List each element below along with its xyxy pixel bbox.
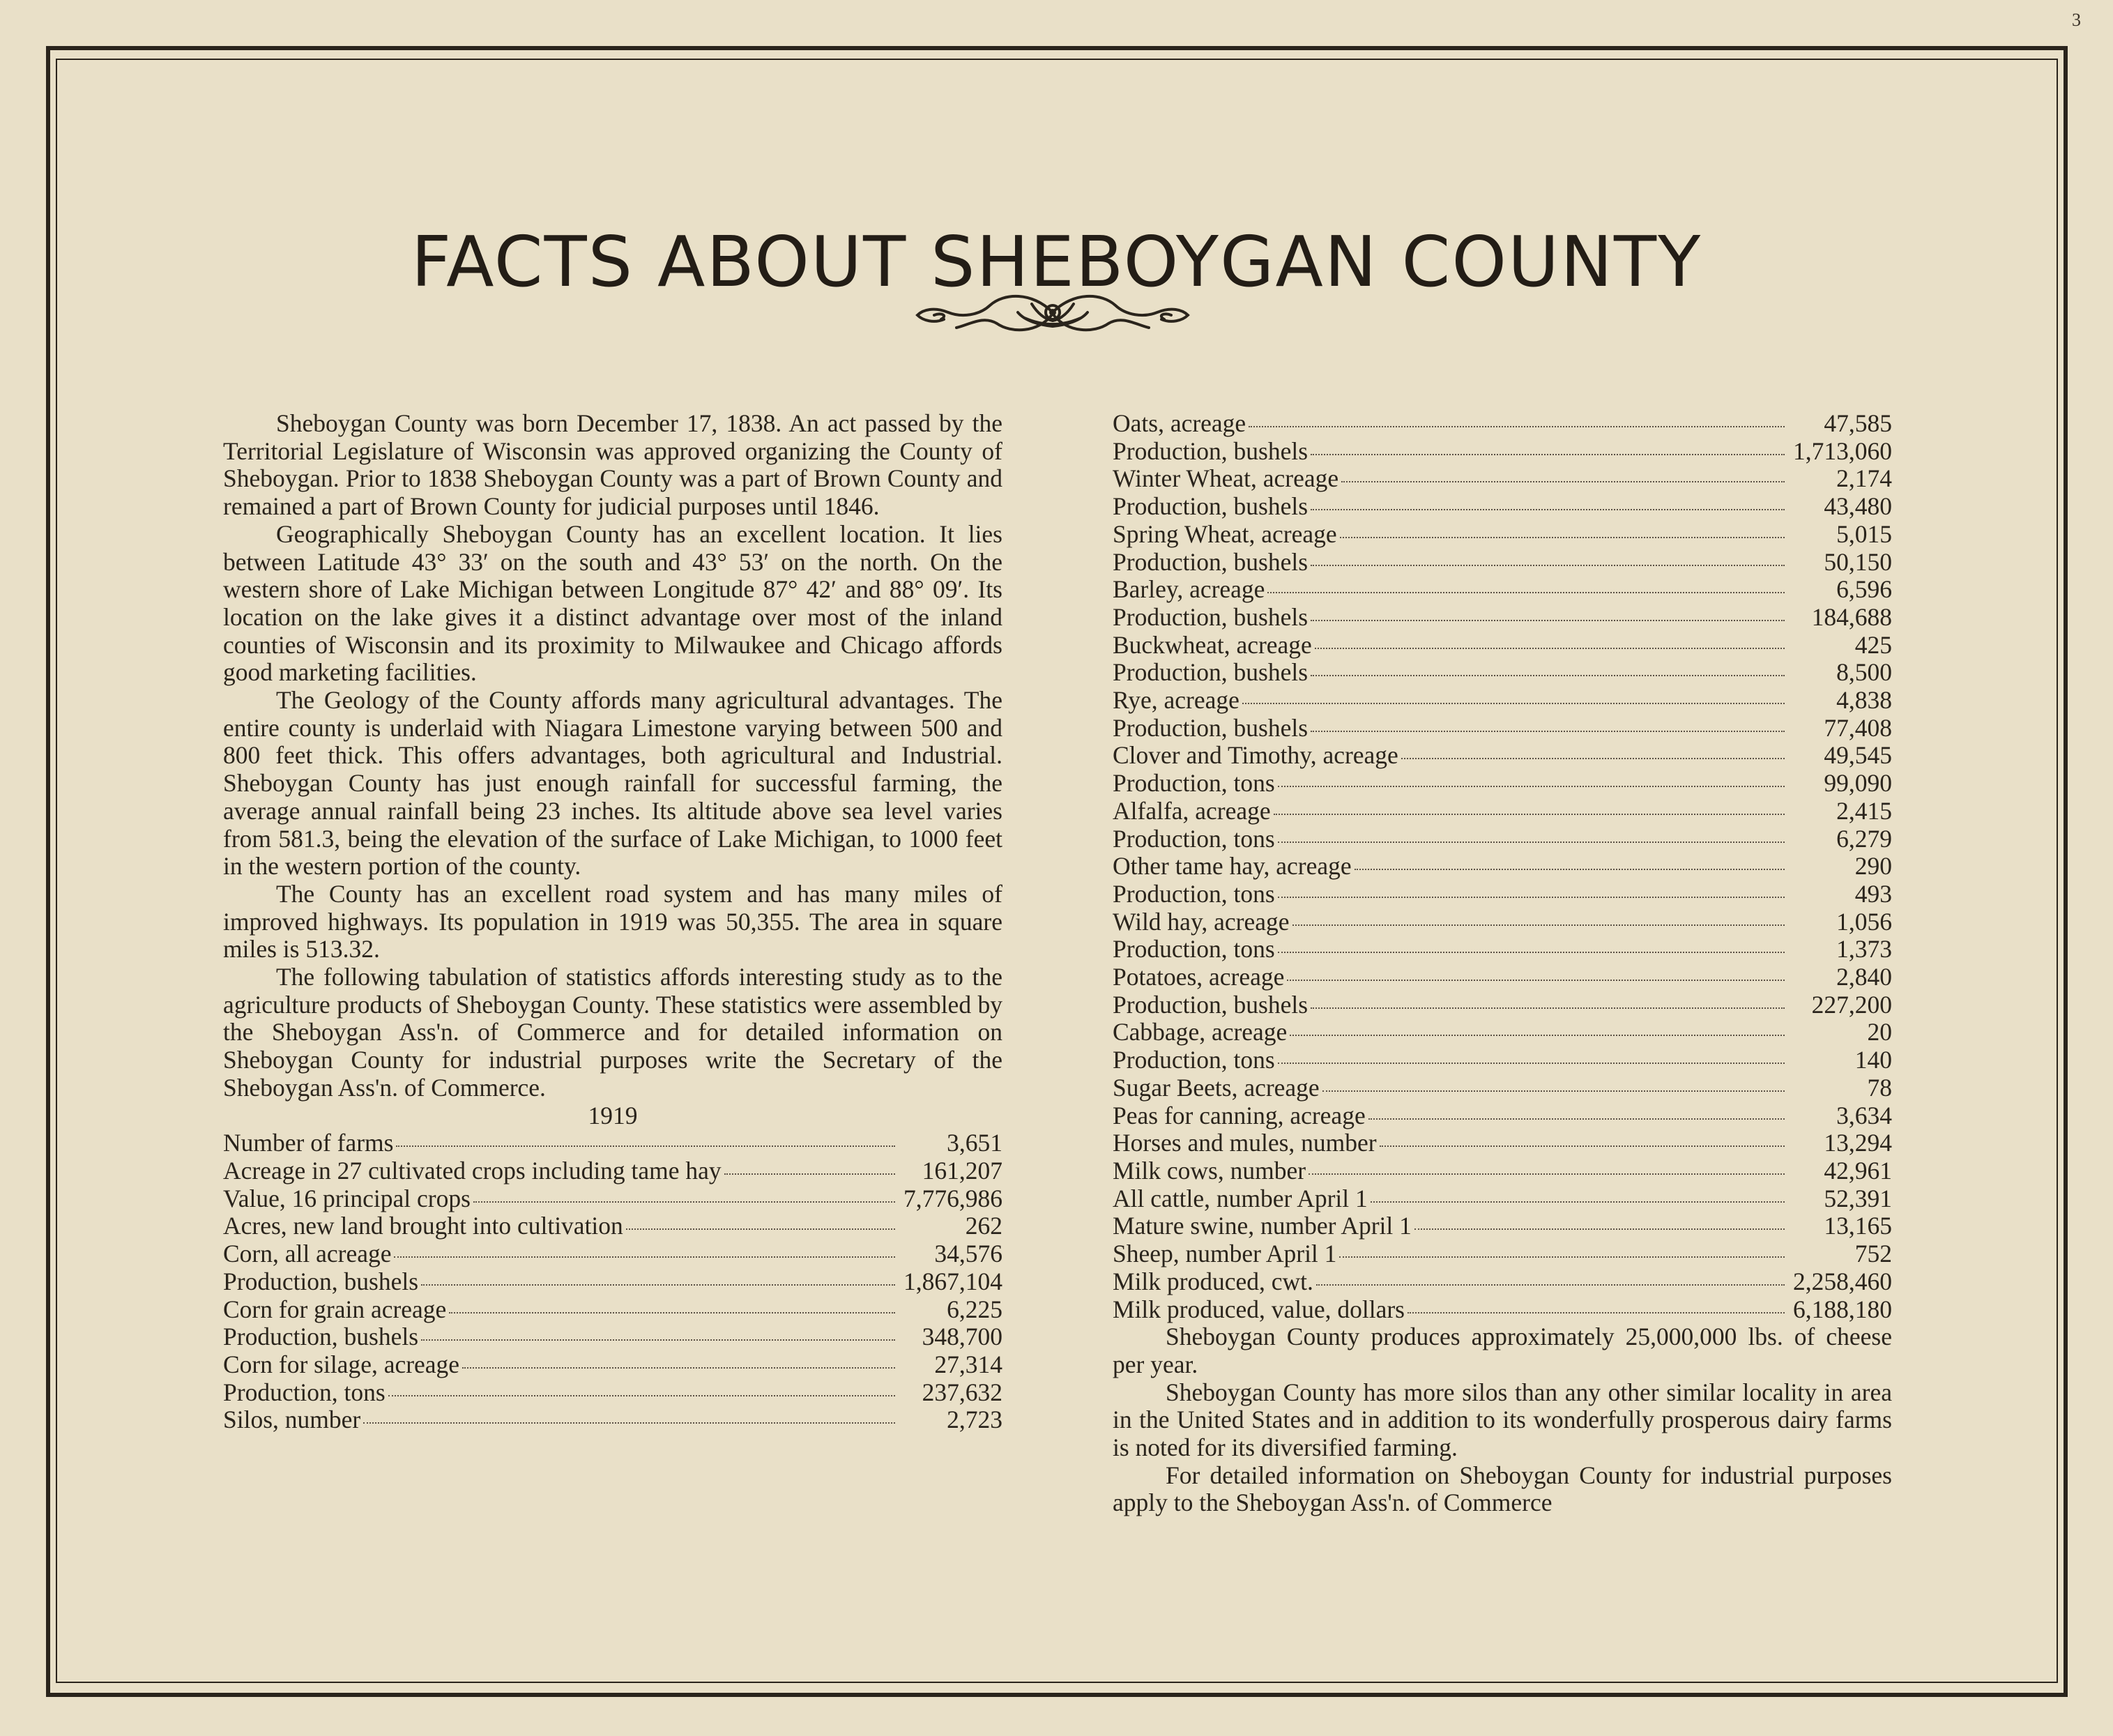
dotted-leader bbox=[1311, 1007, 1785, 1009]
stat-row bbox=[1113, 991, 1892, 1019]
stat-value: 1,373 bbox=[1836, 935, 1892, 964]
stat-row bbox=[1113, 1046, 1892, 1074]
stat-row bbox=[1113, 1102, 1892, 1130]
stat-row bbox=[1113, 908, 1892, 936]
stat-label: Production, bushels bbox=[1113, 658, 1309, 687]
dotted-leader bbox=[1311, 620, 1785, 621]
dotted-leader bbox=[1278, 1063, 1785, 1064]
stat-value: 5,015 bbox=[1836, 519, 1892, 548]
stat-label: Production, tons bbox=[1113, 879, 1275, 908]
stat-value: 52,391 bbox=[1824, 1184, 1892, 1212]
stat-value: 8,500 bbox=[1836, 658, 1892, 687]
stat-label: Milk cows, number bbox=[1113, 1156, 1306, 1185]
stat-label: Horses and mules, number bbox=[1113, 1129, 1377, 1157]
stat-row bbox=[223, 1157, 1002, 1185]
stat-row bbox=[223, 1379, 1002, 1407]
stat-row bbox=[1113, 549, 1892, 577]
stat-row bbox=[1113, 1129, 1892, 1157]
stat-value: 13,294 bbox=[1824, 1129, 1892, 1157]
stat-row bbox=[1113, 798, 1892, 825]
dotted-leader bbox=[1309, 1173, 1785, 1175]
stat-label: Alfalfa, acreage bbox=[1113, 796, 1271, 825]
stat-value: 99,090 bbox=[1824, 769, 1892, 798]
dotted-leader bbox=[388, 1395, 895, 1396]
stat-value: 6,279 bbox=[1836, 824, 1892, 853]
dotted-leader bbox=[626, 1228, 895, 1230]
stat-label: Production, tons bbox=[1113, 824, 1275, 853]
stat-row bbox=[1113, 1296, 1892, 1324]
dotted-leader bbox=[1311, 731, 1785, 732]
dotted-leader bbox=[421, 1284, 895, 1286]
dotted-leader bbox=[1292, 924, 1785, 926]
stat-label: Number of farms bbox=[223, 1129, 394, 1157]
dotted-leader bbox=[394, 1256, 895, 1258]
page-title: FACTS ABOUT SHEBOYGAN COUNTY bbox=[411, 221, 1702, 303]
stat-label: Corn for silage, acreage bbox=[223, 1350, 460, 1378]
stat-value: 34,576 bbox=[934, 1240, 1002, 1268]
stat-label: All cattle, number April 1 bbox=[1113, 1184, 1368, 1212]
dotted-leader bbox=[1315, 648, 1785, 649]
left-column bbox=[223, 410, 1002, 1434]
stat-label: Clover and Timothy, acreage bbox=[1113, 741, 1398, 770]
stats-year-heading: 1919 bbox=[588, 1101, 638, 1129]
stat-label: Production, tons bbox=[1113, 1046, 1275, 1074]
stat-label: Sugar Beets, acreage bbox=[1113, 1073, 1320, 1102]
stat-label: Silos, number bbox=[223, 1406, 361, 1434]
dotted-leader bbox=[1316, 1284, 1785, 1286]
stat-value: 4,838 bbox=[1836, 686, 1892, 715]
dotted-leader bbox=[1311, 565, 1785, 566]
intro-paragraph: The Geology of the County affords many agricultural advantages. The entire county is underlaid with Niagara Limestone varying between 500 and 800 feet thick. This offers advantages, both agricultural and Industrial. Sheboygan County has just enough rainfall for successful farming, the average annual rainfall being 23 inches. Its altitude above sea level varies from 581.3, being the elevation of the surface of Lake Michigan, to 1000 feet in the western portion of the county. bbox=[223, 686, 1002, 881]
dotted-leader bbox=[1311, 454, 1785, 455]
stat-row bbox=[1113, 715, 1892, 743]
stat-row bbox=[1113, 576, 1892, 604]
stat-row bbox=[223, 1129, 1002, 1157]
stat-label: Corn, all acreage bbox=[223, 1240, 392, 1268]
dotted-leader bbox=[1278, 952, 1785, 953]
dotted-leader bbox=[1380, 1145, 1785, 1147]
stat-label: Buckwheat, acreage bbox=[1113, 630, 1312, 659]
stat-value: 6,596 bbox=[1836, 575, 1892, 604]
stat-label: Production, bushels bbox=[1113, 492, 1309, 521]
dotted-leader bbox=[1341, 481, 1785, 482]
stat-value: 2,723 bbox=[947, 1406, 1002, 1434]
stat-value: 2,258,460 bbox=[1793, 1267, 1892, 1295]
stat-value: 77,408 bbox=[1824, 713, 1892, 742]
stat-label: Potatoes, acreage bbox=[1113, 963, 1285, 991]
stat-value: 1,867,104 bbox=[903, 1267, 1002, 1295]
stat-label: Spring Wheat, acreage bbox=[1113, 519, 1337, 548]
stat-label: Production, bushels bbox=[223, 1323, 419, 1351]
stat-value: 290 bbox=[1854, 852, 1892, 881]
stat-value: 140 bbox=[1854, 1046, 1892, 1074]
dotted-leader bbox=[1339, 1256, 1785, 1258]
stat-row bbox=[1113, 438, 1892, 466]
dotted-leader bbox=[1355, 869, 1785, 870]
dotted-leader bbox=[462, 1367, 895, 1369]
stat-value: 6,188,180 bbox=[1793, 1295, 1892, 1323]
stat-value: 7,776,986 bbox=[903, 1184, 1002, 1212]
stat-label: Sheep, number April 1 bbox=[1113, 1240, 1337, 1268]
stat-value: 348,700 bbox=[922, 1323, 1002, 1351]
closing-paragraph: For detailed information on Sheboygan County for industrial purposes apply to the Sheboygan Ass'n. of Commerce bbox=[1113, 1461, 1892, 1517]
stat-label: Production, tons bbox=[1113, 935, 1275, 964]
stat-row bbox=[1113, 521, 1892, 549]
stat-value: 42,961 bbox=[1824, 1156, 1892, 1185]
stat-value: 2,174 bbox=[1836, 464, 1892, 493]
stat-row bbox=[1113, 493, 1892, 521]
dotted-leader bbox=[1311, 509, 1785, 510]
stats-list-left bbox=[223, 1129, 1002, 1434]
stat-value: 161,207 bbox=[922, 1156, 1002, 1185]
stat-label: Other tame hay, acreage bbox=[1113, 852, 1352, 881]
stat-label: Production, bushels bbox=[1113, 990, 1309, 1019]
stat-label: Winter Wheat, acreage bbox=[1113, 464, 1339, 493]
stat-row bbox=[1113, 770, 1892, 798]
dotted-leader bbox=[1287, 980, 1785, 981]
stat-row bbox=[1113, 1268, 1892, 1296]
dotted-leader bbox=[1340, 537, 1785, 538]
stat-value: 262 bbox=[965, 1212, 1002, 1240]
stat-row bbox=[223, 1185, 1002, 1213]
stat-value: 493 bbox=[1854, 879, 1892, 908]
stat-label: Production, tons bbox=[223, 1378, 386, 1406]
dotted-leader bbox=[1401, 758, 1785, 759]
dotted-leader bbox=[1249, 426, 1785, 427]
stat-row bbox=[223, 1296, 1002, 1324]
stat-value: 3,651 bbox=[947, 1129, 1002, 1157]
page-number: 3 bbox=[2072, 10, 2081, 30]
stat-row bbox=[223, 1351, 1002, 1379]
dotted-leader bbox=[449, 1312, 895, 1314]
stat-row bbox=[1113, 881, 1892, 908]
dotted-leader bbox=[1322, 1090, 1785, 1092]
stat-value: 49,545 bbox=[1824, 741, 1892, 770]
intro-paragraph: The following tabulation of statistics affords interesting study as to the agriculture products of Sheboygan County. These statistics were assembled by the Sheboygan Ass'n. of Commerce and for detailed information on Sheboygan County for industrial purposes write the Secretary of the Sheboygan Ass'n. of Commerce. bbox=[223, 963, 1002, 1102]
dotted-leader bbox=[724, 1173, 895, 1175]
stat-row bbox=[1113, 604, 1892, 632]
stat-row bbox=[1113, 1212, 1892, 1240]
stat-value: 1,056 bbox=[1836, 907, 1892, 936]
stat-row bbox=[1113, 825, 1892, 853]
stat-row bbox=[1113, 465, 1892, 493]
intro-paragraph: Sheboygan County was born December 17, 1838. An act passed by the Territorial Legislature of Wisconsin was approved organizing the County of Sheboygan. Prior to 1838 Sheboygan County was a part of Brown County and remained a part of Brown County for judicial purposes until 1846. bbox=[223, 409, 1002, 521]
stat-label: Barley, acreage bbox=[1113, 575, 1265, 604]
intro-paragraph: Geographically Sheboygan County has an excellent location. It lies between Latitude 43° 33′ on the south and 43° 53′ on the north. On the western shore of Lake Michigan between Longitude 87° 42′ and 88° 09′. Its location on the lake gives it a distinct advantage over most of the inland counties of Wisconsin and its proximity to Milwaukee and Chicago affords good marketing facilities. bbox=[223, 519, 1002, 687]
stat-label: Oats, acreage bbox=[1113, 409, 1246, 437]
stat-row bbox=[223, 1212, 1002, 1240]
closing-paragraph: Sheboygan County produces approximately 25,000,000 lbs. of cheese per year. bbox=[1113, 1323, 1892, 1378]
stat-value: 184,688 bbox=[1811, 602, 1892, 631]
scroll-ornament-icon bbox=[913, 284, 1192, 342]
stat-row bbox=[1113, 964, 1892, 991]
stat-label: Cabbage, acreage bbox=[1113, 1018, 1288, 1046]
stat-value: 50,150 bbox=[1824, 547, 1892, 576]
stat-label: Acres, new land brought into cultivation bbox=[223, 1212, 623, 1240]
stat-label: Wild hay, acreage bbox=[1113, 907, 1290, 936]
stat-row bbox=[1113, 659, 1892, 687]
stat-label: Production, tons bbox=[1113, 769, 1275, 798]
stat-label: Milk produced, cwt. bbox=[1113, 1267, 1313, 1295]
stat-value: 78 bbox=[1867, 1073, 1892, 1102]
stat-row bbox=[1113, 687, 1892, 715]
stat-label: Production, bushels bbox=[1113, 436, 1309, 465]
closing-paragraph: Sheboygan County has more silos than any other similar locality in area in the United States and in addition to its wonderfully prosperous dairy farms is noted for its diversified farming. bbox=[1113, 1378, 1892, 1462]
stat-value: 752 bbox=[1854, 1240, 1892, 1268]
dotted-leader bbox=[1368, 1118, 1785, 1120]
dotted-leader bbox=[421, 1339, 895, 1341]
stat-row bbox=[223, 1323, 1002, 1351]
dotted-leader bbox=[396, 1145, 895, 1147]
stat-row bbox=[1113, 853, 1892, 881]
right-column bbox=[1113, 410, 1892, 1517]
stat-row bbox=[223, 1240, 1002, 1268]
dotted-leader bbox=[1274, 814, 1785, 815]
stat-value: 13,165 bbox=[1824, 1212, 1892, 1240]
dotted-leader bbox=[1278, 842, 1785, 843]
dotted-leader bbox=[1267, 592, 1785, 593]
dotted-leader bbox=[473, 1201, 895, 1203]
stat-label: Production, bushels bbox=[1113, 547, 1309, 576]
stat-value: 2,415 bbox=[1836, 796, 1892, 825]
dotted-leader bbox=[1311, 675, 1785, 676]
stat-value: 425 bbox=[1854, 630, 1892, 659]
stat-label: Production, bushels bbox=[1113, 713, 1309, 742]
stat-value: 237,632 bbox=[922, 1378, 1002, 1406]
intro-paragraph: The County has an excellent road system and has many miles of improved highways. Its population in 1919 was 50,355. The area in square miles is 513.32. bbox=[223, 879, 1002, 964]
stat-label: Milk produced, value, dollars bbox=[1113, 1295, 1405, 1323]
stat-value: 1,713,060 bbox=[1793, 436, 1892, 465]
dotted-leader bbox=[1278, 786, 1785, 787]
dotted-leader bbox=[1371, 1201, 1785, 1203]
stat-value: 2,840 bbox=[1836, 963, 1892, 991]
stat-row bbox=[1113, 1019, 1892, 1046]
stat-label: Mature swine, number April 1 bbox=[1113, 1212, 1412, 1240]
stat-row bbox=[1113, 936, 1892, 964]
dotted-leader bbox=[363, 1422, 895, 1424]
dotted-leader bbox=[1242, 703, 1785, 704]
dotted-leader bbox=[1290, 1035, 1785, 1036]
stat-value: 227,200 bbox=[1811, 990, 1892, 1019]
stat-value: 47,585 bbox=[1824, 409, 1892, 437]
stat-label: Value, 16 principal crops bbox=[223, 1184, 471, 1212]
stat-row bbox=[1113, 632, 1892, 660]
stats-list-right bbox=[1113, 410, 1892, 1323]
stat-value: 27,314 bbox=[934, 1350, 1002, 1378]
stat-row bbox=[1113, 1074, 1892, 1102]
stat-row bbox=[223, 1268, 1002, 1296]
stat-value: 20 bbox=[1867, 1018, 1892, 1046]
stat-label: Production, bushels bbox=[1113, 602, 1309, 631]
dotted-leader bbox=[1414, 1228, 1785, 1230]
stat-value: 43,480 bbox=[1824, 492, 1892, 521]
dotted-leader bbox=[1278, 897, 1785, 898]
stat-label: Acreage in 27 cultivated crops including tame hay bbox=[223, 1156, 722, 1185]
stat-label: Peas for canning, acreage bbox=[1113, 1101, 1366, 1129]
stat-label: Rye, acreage bbox=[1113, 686, 1239, 715]
stat-row bbox=[1113, 1240, 1892, 1268]
stat-row bbox=[1113, 1157, 1892, 1185]
stat-label: Corn for grain acreage bbox=[223, 1295, 447, 1323]
stat-label: Production, bushels bbox=[223, 1267, 419, 1295]
dotted-leader bbox=[1408, 1312, 1785, 1314]
stat-row bbox=[223, 1406, 1002, 1434]
stat-row bbox=[1113, 1185, 1892, 1213]
stat-row bbox=[1113, 410, 1892, 438]
stat-row bbox=[1113, 742, 1892, 770]
stat-value: 3,634 bbox=[1836, 1101, 1892, 1129]
stat-value: 6,225 bbox=[947, 1295, 1002, 1323]
